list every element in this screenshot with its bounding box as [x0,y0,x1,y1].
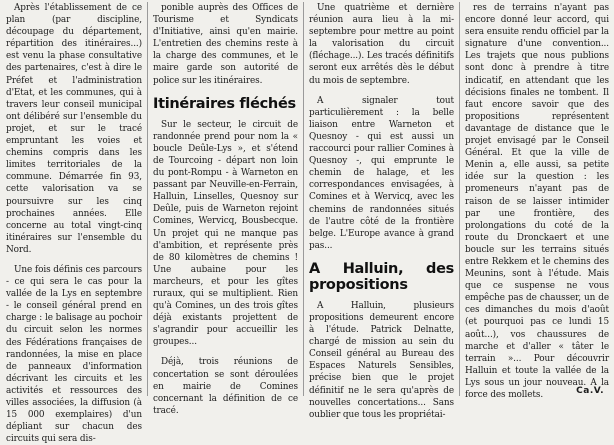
author-signature: Ca.V. [576,386,604,396]
column-2 [153,2,298,417]
paragraph: Une fois définis ces parcours - ce qui sera le cas pour la vallée de la Lys en septembre - le conseil général prend en charge : le balisage au pochoir du circuit selon les normes des Fédérations françaises de randonnées, la mise en place de panneaux d'information décrivant les circuits et les activités et ressources des villes associées, la diffusion (à 15 000 exemplaires) d'un dépliant sur chacun des circuits qui sera dis- [6,264,142,445]
column-divider [459,2,460,396]
column-divider [303,2,304,396]
column-3 [309,2,454,421]
paragraph: Déjà, trois réunions de concertation se sont déroulées en mairie de Comines concernant la définition de ce tracé. [153,357,298,416]
column-4 [465,2,609,401]
paragraph: Sur le secteur, le circuit de randonnée prend pour nom la « boucle Deûle-Lys », et s'étend de Tourcoing - départ non loin du pont-Rompu - à Warneton en passant par Neuville-en-Ferrain, Halluin, Linselles, Quesnoy sur Deûle, puis de Warneton rejoint Comines, Wervicq, Bousbecque. Un projet qui ne manque pas d'ambition, et représente près de 80 kilomètres de chemins ! Une aubaine pour les marcheurs, et pour les gîtes ruraux, qui se multiplient. Rien qu'à Comines, un des trois gîtes déjà existants projettent de s'agrandir pour accueillir les groupes... [153,119,298,348]
paragraph: A Halluin, plusieurs propositions demeurent encore à l'étude. Patrick Delnatte, chargé de mission au sein du Conseil général au Bureau des Espaces Naturels Sensibles, précise bien que le projet définitif ne le sera qu'après de nouvelles concertations... Sans oublier que tous les propriétai- [309,300,454,420]
paragraph: A signaler tout particulièrement : la belle liaison entre Warneton et Quesnoy - qui est aussi un raccourci pour rallier Comines à Quesnoy -, qui emprunte le chemin de halage, et les correspondances envisagées, à Comines et à Wervicq, avec les chemins de randonnées situés de l'autre côté de la frontière belge. L'Europe avance à grand pas... [309,95,454,251]
paragraph: Une quatrième et dernière réunion aura lieu à la mi-septembre pour mettre au point la valorisation du circuit (fléchage...). Les tracés définitifs seront eux arrêtés dès le début du mois de septembre. [309,3,454,86]
section-heading: Itinéraires fléchés [153,95,296,112]
paragraph: res de terrains n'ayant pas encore donné leur accord, qui sera ensuite rendu officiel par la signature d'une convention... Les trajets que nous publions sont donc à prendre à titre indicatif, en attendant que les décisions finales ne tombent. Il faut encore savoir que des propositions représentent davantage de distance que le projet envisagé par le Conseil Général. Et que la ville de Menin a, elle aussi, sa petite idée sur la question : les promeneurs n'ayant pas de raison de se laisser intimider par une frontière, des prolongations du coté de la route du Dronckaert et une boucle sur les terrains situés entre Rekkem et le chemins des Meunins, sont à l'étude. Mais que ce suspense ne vous empêche pas de chausser, un de ces dimanches du mois d'août (et pourquoi pas ce lundi 15 août...), vos chaussures de marche et d'aller « tâter le terrain »... Pour découvrir Halluin et toute la vallée de la Lys sous un jour nouveau. A la force des mollets. [465,3,609,400]
paragraph: Après l'établissement de ce plan (par discipline, découpage du département, répartition des itinéraires...) est venu la phase consultative des partenaires, c'est à dire le Préfet et l'administration d'Etat, et les communes, qui à travers leur conseil municipal ont délibéré sur l'ensemble du projet, et sur le tracé empruntant les voies et chemins compris dans les limites territoriales de la commune. Démarrée fin 93, cette valorisation va se poursuivre sur les cinq prochaines années. Elle concerne au total vingt-cinq itinéraires sur l'ensemble du Nord. [6,3,142,255]
paragraph: ponible auprès des Offices de Tourisme et Syndicats d'Initiative, ainsi qu'en mairie. L'entretien des chemins reste à la charge des communes, et le maire garde son autorité de police sur les itinéraires. [153,3,298,86]
column-1 [6,2,142,445]
column-divider [147,2,148,396]
section-heading: A Halluin, des propositions [309,260,454,293]
